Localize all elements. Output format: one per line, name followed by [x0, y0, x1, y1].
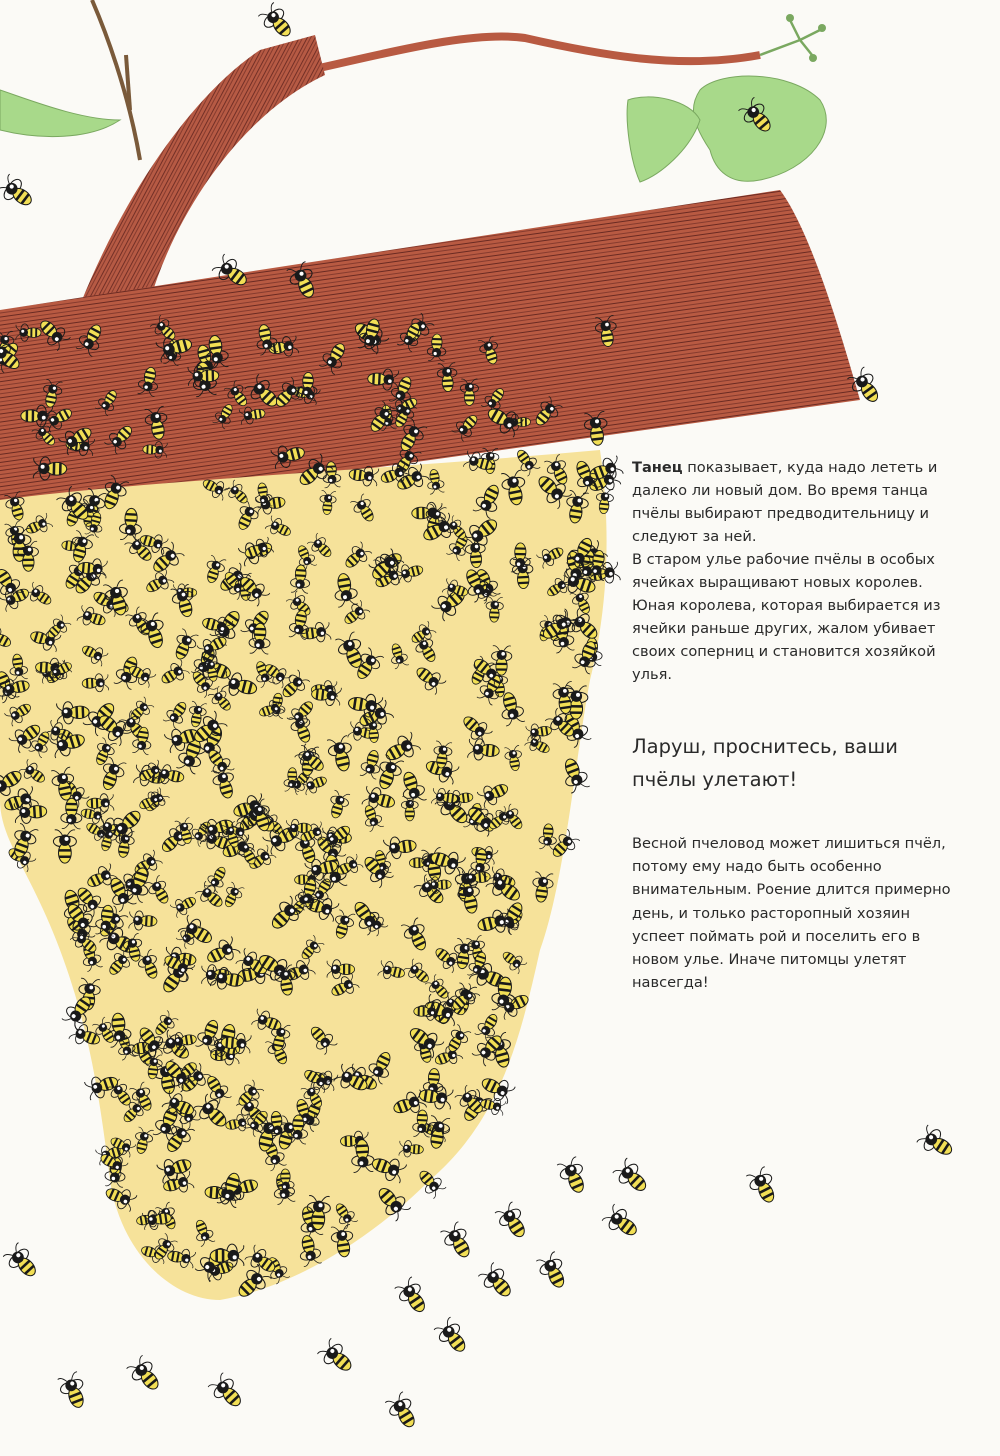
bee-icon [612, 1157, 653, 1197]
bee-icon [745, 1166, 781, 1207]
bee-icon [257, 2, 297, 43]
bee-icon [0, 173, 37, 212]
lead-word: Танец [632, 459, 683, 476]
bee-icon [556, 1156, 591, 1197]
bee-icon [439, 1221, 476, 1262]
bee-icon [56, 1371, 90, 1411]
bee-icon [846, 366, 885, 407]
twig-right [310, 14, 826, 70]
bee-icon [394, 1276, 432, 1317]
bee-icon [433, 1316, 472, 1357]
bee-icon [384, 1391, 422, 1432]
bee-icon [317, 1337, 358, 1377]
bee-icon [601, 1203, 642, 1242]
bee-icon [207, 1372, 247, 1413]
section-heading: Ларуш, проснитесь, ваши пчёлы улетают! [632, 735, 898, 791]
bee-icon [916, 1124, 957, 1162]
bee-icon [535, 1251, 571, 1292]
twig-top [92, 0, 140, 160]
leaf-top-left [0, 90, 120, 137]
paragraph-dance [632, 456, 962, 686]
branch-diagonal [80, 35, 325, 305]
bee-icon [126, 1354, 166, 1395]
paragraph-beekeeper: Весной пчеловод может лишиться пчёл, потому ему надо быть особенно внимательным. Роение длится примерно день, и только расторопный хозяин успеет поймать рой и поселить его в новом улье. Иначе питомцы улетят навсегда! [632, 835, 951, 992]
intro-text: показывает, куда надо лететь и далеко ли новый дом. Во время танца пчёлы выбирают предводительницу и следуют за ней. [632, 459, 938, 545]
bee-icon [2, 1242, 42, 1283]
bee-icon [494, 1201, 532, 1242]
bee-icon [477, 1262, 517, 1303]
leaf-right [627, 76, 826, 182]
body-text: В старом улье рабочие пчёлы в особых ячейках выращивают новых королев. Юная королева, которая выбирается из ячейки раньше других, жалом убивает своих соперниц и становится хозяйкой улья. [632, 551, 941, 683]
